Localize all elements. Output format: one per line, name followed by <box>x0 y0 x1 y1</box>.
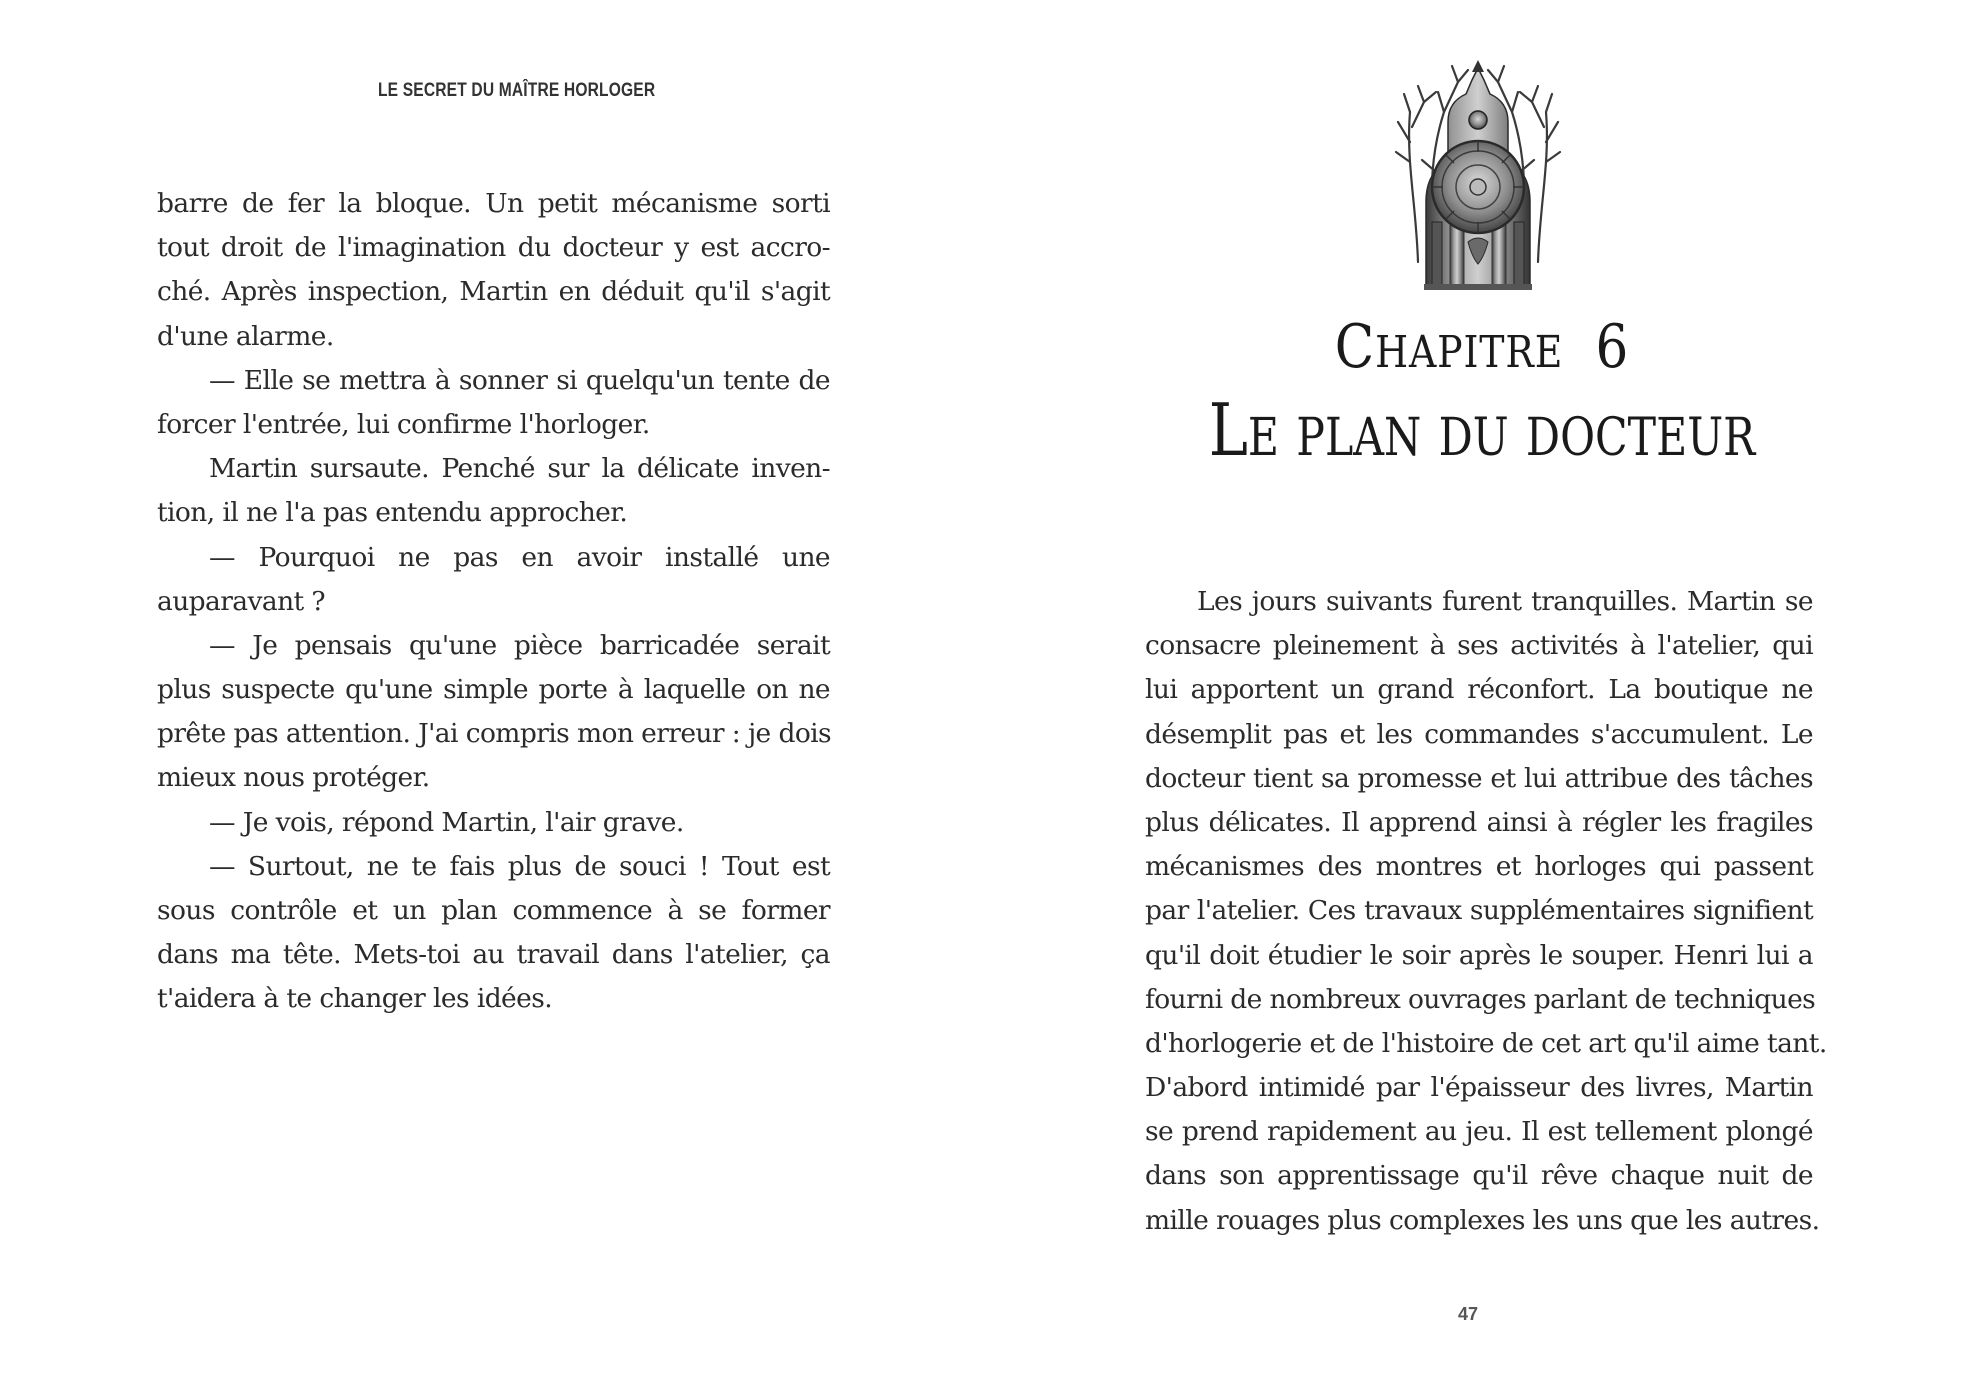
text-line: — Je vois, répond Martin, l'air grave. <box>209 806 684 838</box>
text-line: se prend rapidement au jeu. Il est tellement plongé <box>1145 1116 1813 1148</box>
text-line: — Elle se mettra à sonner si quelqu'un tente de <box>209 364 830 396</box>
text-line: ché. Après inspection, Martin en déduit qu'il s'agit <box>157 276 830 308</box>
text-line: fourni de nombreux ouvrages parlant de techniques <box>1145 983 1816 1015</box>
running-head: LE SECRET DU MAÎTRE HORLOGER <box>378 80 656 101</box>
text-line: — Je pensais qu'une pièce barricadée serait <box>209 629 830 661</box>
text-line: qu'il doit étudier le soir après le souper. Henri lui a <box>1145 939 1813 971</box>
left-page-body <box>157 182 830 1022</box>
text-line: par l'atelier. Ces travaux supplémentaires signifient <box>1145 895 1813 927</box>
text-line: D'abord intimidé par l'épaisseur des livres, Martin <box>1145 1072 1813 1104</box>
text-line: t'aidera à te changer les idées. <box>157 983 553 1015</box>
text-line: — Pourquoi ne pas en avoir installé une <box>209 541 830 573</box>
text-line: consacre pleinement à ses activités à l'atelier, qui <box>1145 630 1813 662</box>
text-line: mille rouages plus complexes les uns que les autres. <box>1145 1204 1820 1236</box>
text-line: Les jours suivants furent tranquilles. Martin se <box>1197 586 1813 617</box>
right-page-body <box>1145 580 1827 1243</box>
text-line: plus suspecte qu'une simple porte à laquelle on ne <box>157 674 830 706</box>
ornate-clock-illustration-icon <box>1388 52 1568 292</box>
right-page <box>988 0 1976 1400</box>
text-line: prête pas attention. J'ai compris mon erreur : je dois <box>157 718 832 750</box>
text-line: tion, il ne l'a pas entendu approcher. <box>157 497 628 529</box>
chapter-title: LE PLAN DU DOCTEUR <box>1208 388 1756 472</box>
text-line: plus délicates. Il apprend ainsi à régler les fragiles <box>1145 806 1813 838</box>
page-number: 47 <box>1458 1304 1479 1324</box>
text-line: d'horlogerie et de l'histoire de cet art qu'il aime tant. <box>1145 1027 1827 1059</box>
text-line: mécanismes des montres et horloges qui passent <box>1145 851 1813 883</box>
text-line: sous contrôle et un plan commence à se former <box>157 895 830 926</box>
text-line: docteur tient sa promesse et lui attribue des tâches <box>1145 762 1813 794</box>
chapter-number: CHAPITRE 6 <box>1334 312 1630 382</box>
text-line: tout droit de l'imagination du docteur y est accro- <box>157 232 830 264</box>
text-line: lui apportent un grand réconfort. La boutique ne <box>1145 674 1813 706</box>
text-line: dans ma tête. Mets-toi au travail dans l'atelier, ça <box>157 939 830 971</box>
text-line: auparavant ? <box>157 585 326 617</box>
text-line: forcer l'entrée, lui confirme l'horloger. <box>157 408 650 440</box>
text-line: désemplit pas et les commandes s'accumulent. Le <box>1145 718 1813 750</box>
text-line: d'une alarme. <box>157 320 334 352</box>
text-line: mieux nous protéger. <box>157 762 430 794</box>
text-line: — Surtout, ne te fais plus de souci ! Tout est <box>209 850 830 882</box>
text-line: dans son apprentissage qu'il rêve chaque nuit de <box>1145 1160 1813 1192</box>
text-line: Martin sursaute. Penché sur la délicate inven- <box>209 453 830 485</box>
text-line: barre de fer la bloque. Un petit mécanisme sorti <box>157 188 830 219</box>
